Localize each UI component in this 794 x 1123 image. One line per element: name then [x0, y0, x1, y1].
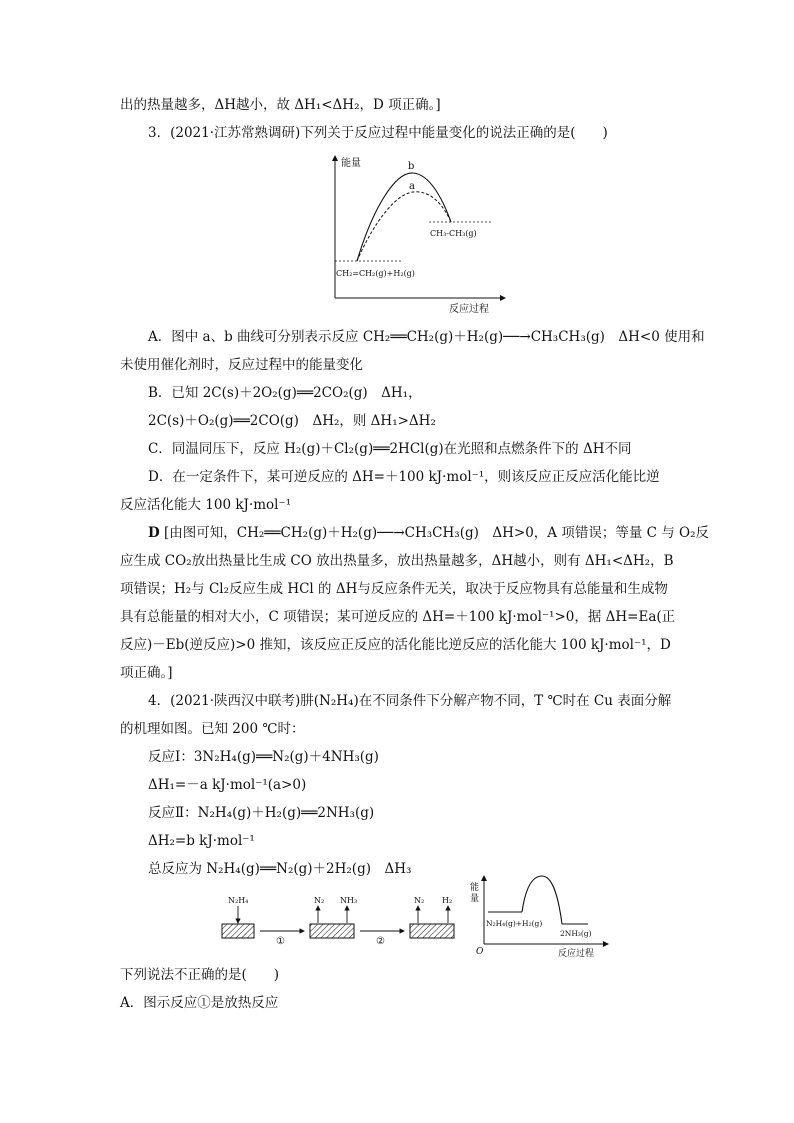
y-axis-label-1: 能: [470, 883, 480, 893]
q3-option-b-line2: 2C(s)＋O₂(g)══2CO(g) ΔH₂，则 ΔH₁>ΔH₂: [148, 413, 436, 429]
q3-energy-graph: [325, 152, 510, 317]
step2-label: ②: [376, 936, 385, 947]
y-axis-label-2: 量: [470, 894, 480, 904]
curve-a: [357, 192, 451, 261]
cu-surface-3: [410, 924, 454, 938]
q3-answer-line1: [148, 524, 708, 542]
q4-question: 下列说法不正确的是( ): [120, 967, 280, 983]
curve-a-label: a: [409, 181, 415, 192]
q3-option-a-line2: 未使用催化剂时，反应过程中的能量变化: [120, 357, 363, 373]
n2-product-label-2: N₂: [414, 896, 425, 905]
q4-reaction-2-dh: ΔH₂=b kJ·mol⁻¹: [148, 833, 255, 849]
cu-surface-2: [310, 924, 354, 938]
q3-answer-text-1: [由图可知，CH₂══CH₂(g)＋H₂(g)──→CH₃CH₃(g) ΔH>0，A 项错误；等量 C 与 O₂反: [164, 525, 710, 541]
nh3-label: NH₃: [340, 896, 358, 905]
step1-label: ①: [276, 936, 285, 947]
y-axis-label: 能量: [341, 158, 361, 169]
q4-stem-line2: 的机理如图。已知 200 ℃时：: [120, 721, 305, 737]
q4-mechanism-diagram: [210, 890, 470, 950]
q3-stem: 3．(2021·江苏常熟调研)下列关于反应过程中能量变化的说法正确的是( ): [148, 125, 608, 141]
q4-option-a: A．图示反应①是放热反应: [120, 995, 279, 1011]
product-label: 2NH₃(g): [560, 929, 592, 938]
x-axis-label: 反应过程: [449, 304, 489, 315]
q3-answer-key: D: [148, 525, 160, 541]
q3-answer-line2: 应生成 CO₂放出热量比生成 CO 放出热量多，放出热量越多，ΔH越小，则有 ΔH₁<ΔH₂，B: [120, 553, 674, 569]
n2-product-label-1: N₂: [314, 896, 325, 905]
q3-answer-line3: 项错误；H₂与 Cl₂反应生成 HCl 的 ΔH与反应条件无关，取决于反应物具有总能量和生成物: [120, 581, 668, 597]
q4-reaction-1-dh: ΔH₁=－a kJ·mol⁻¹(a>0): [148, 777, 307, 793]
cu-surface-1: [222, 924, 254, 938]
q3-option-d-line2: 反应活化能大 100 kJ·mol⁻¹: [120, 497, 292, 513]
q3-option-c: C．同温同压下，反应 H₂(g)＋Cl₂(g)══2HCl(g)在光照和点燃条件下的 ΔH不同: [148, 441, 632, 457]
x-axis-label: 反应过程: [558, 949, 595, 959]
reactant-label: CH₂=CH₂(g)+H₂(g): [336, 269, 415, 278]
q4-energy-graph: [470, 874, 615, 960]
q3-answer-line5: 反应)－Eb(逆反应)>0 推知，该反应正反应的活化能比逆反应的活化能大 100 kJ·mol⁻¹，D: [120, 637, 671, 653]
q3-option-d-line1: D．在一定条件下，某可逆反应的 ΔH=＋100 kJ·mol⁻¹，则该反应正反应活化能比逆: [148, 469, 660, 485]
q3-answer-line6: 项正确。]: [120, 665, 173, 681]
reactant-label: N₂H₄(g)+H₂(g): [486, 919, 543, 928]
curve-b: [357, 173, 451, 261]
q3-option-b-line1: B．已知 2C(s)＋2O₂(g)══2CO₂(g) ΔH₁，: [148, 385, 422, 401]
q4-reaction-2: 反应Ⅱ：N₂H₄(g)＋H₂(g)══2NH₃(g): [148, 805, 375, 821]
h2-label: H₂: [442, 896, 453, 905]
q4-reaction-1: 反应Ⅰ：3N₂H₄(g)══N₂(g)＋4NH₃(g): [148, 749, 379, 765]
q2-answer-tail: 出的热量越多，ΔH越小，故 ΔH₁<ΔH₂，D 项正确。]: [120, 97, 441, 113]
n2h4-label: N₂H₄: [228, 896, 249, 905]
q4-stem-line1: 4．(2021·陕西汉中联考)肼(N₂H₄)在不同条件下分解产物不同，T ℃时在 Cu 表面分解: [148, 693, 672, 709]
origin-label: O: [476, 947, 484, 957]
curve-b-label: b: [408, 161, 415, 172]
q4-total-reaction: 总反应为 N₂H₄(g)══N₂(g)＋2H₂(g) ΔH₃: [148, 861, 412, 877]
product-label: CH₃-CH₃(g): [430, 229, 477, 238]
q3-option-a-line1: A．图中 a、b 曲线可分别表示反应 CH₂══CH₂(g)＋H₂(g)──→CH₃CH₃(g) ΔH<0 使用和: [148, 329, 705, 345]
energy-curve: [522, 876, 562, 924]
q3-answer-line4: 具有总能量的相对大小，C 项错误；某可逆反应的 ΔH=＋100 kJ·mol⁻¹>0，据 ΔH=Ea(正: [120, 609, 676, 625]
